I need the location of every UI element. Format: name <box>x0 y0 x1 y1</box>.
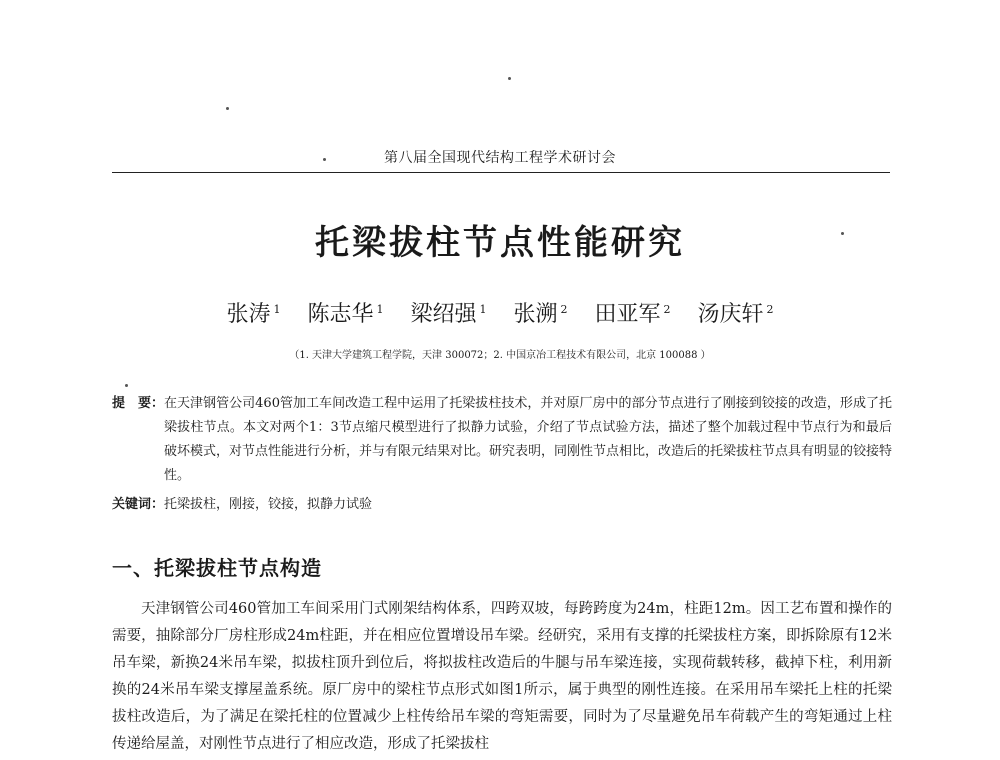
keywords-label: 关键词： <box>112 497 165 512</box>
body-paragraph: 天津钢管公司460管加工车间采用门式刚架结构体系，四跨双坡，每跨跨度为24m，柱距12m。因工艺布置和操作的需要，抽除部分厂房柱形成24m柱距，并在相应位置增设吊车梁。经研究，采用有支撑的托梁拔柱方案，即拆除原有12米吊车梁，新换24米吊车梁，拟拔柱顶升到位后，将拟拔柱改造后的牛腿与吊车梁连接，实现荷载转移，截掉下柱，利用新换的24米吊车梁支撑屋盖系统。原厂房中的梁柱节点形式如图1所示，属于典型的刚性连接。在采用吊车梁托上柱的托梁拔柱改造后，为了满足在梁托柱的位置减少上柱传给吊车梁的弯矩需要，同时为了尽量避免吊车荷载产生的弯矩通过上柱传递给屋盖，对刚性节点进行了相应改造，形成了托梁拔柱 <box>112 601 892 752</box>
keywords <box>112 493 892 517</box>
scan-speck <box>125 384 128 387</box>
author: 陈志华 $^1$ <box>307 302 384 327</box>
paper-title: 托梁拔柱节点性能研究 <box>315 223 685 263</box>
author: 梁绍强 $^1$ <box>410 302 487 327</box>
keywords-text: 托梁拔柱，刚接，铰接，拟静力试验 <box>164 497 373 512</box>
section-heading: 一、托梁拔柱节点构造 <box>112 556 322 580</box>
affiliation: （1. 天津大学建筑工程学院，天津 300072；2. 中国京冶工程技术有限公司，北京 100088 ） <box>289 350 711 361</box>
conference-header: 第八届全国现代结构工程学术研讨会 <box>384 150 616 166</box>
author: 汤庆轩 $^2$ <box>697 302 774 327</box>
abstract-label: 提 要： <box>112 396 165 411</box>
author: 张溯 $^2$ <box>513 302 568 327</box>
scan-speck <box>508 77 511 80</box>
author: 田亚军 $^2$ <box>594 302 671 327</box>
author-list <box>0 297 1000 328</box>
author: 张涛 $^1$ <box>226 302 281 327</box>
abstract-text: 在天津钢管公司460管加工车间改造工程中运用了托梁拔柱技术，并对原厂房中的部分节点进行了刚接到铰接的改造，形成了托梁拔柱节点。本文对两个1：3节点缩尺模型进行了拟静力试验，介绍了节点试验方法，描述了整个加载过程中节点行为和最后破坏模式，对节点性能进行分析，并与有限元结果对比。研究表明，同刚性节点相比，改造后的托梁拔柱节点具有明显的铰接特性。 <box>164 396 893 483</box>
scan-speck <box>226 107 229 110</box>
header-rule <box>112 172 890 173</box>
abstract <box>112 392 892 488</box>
